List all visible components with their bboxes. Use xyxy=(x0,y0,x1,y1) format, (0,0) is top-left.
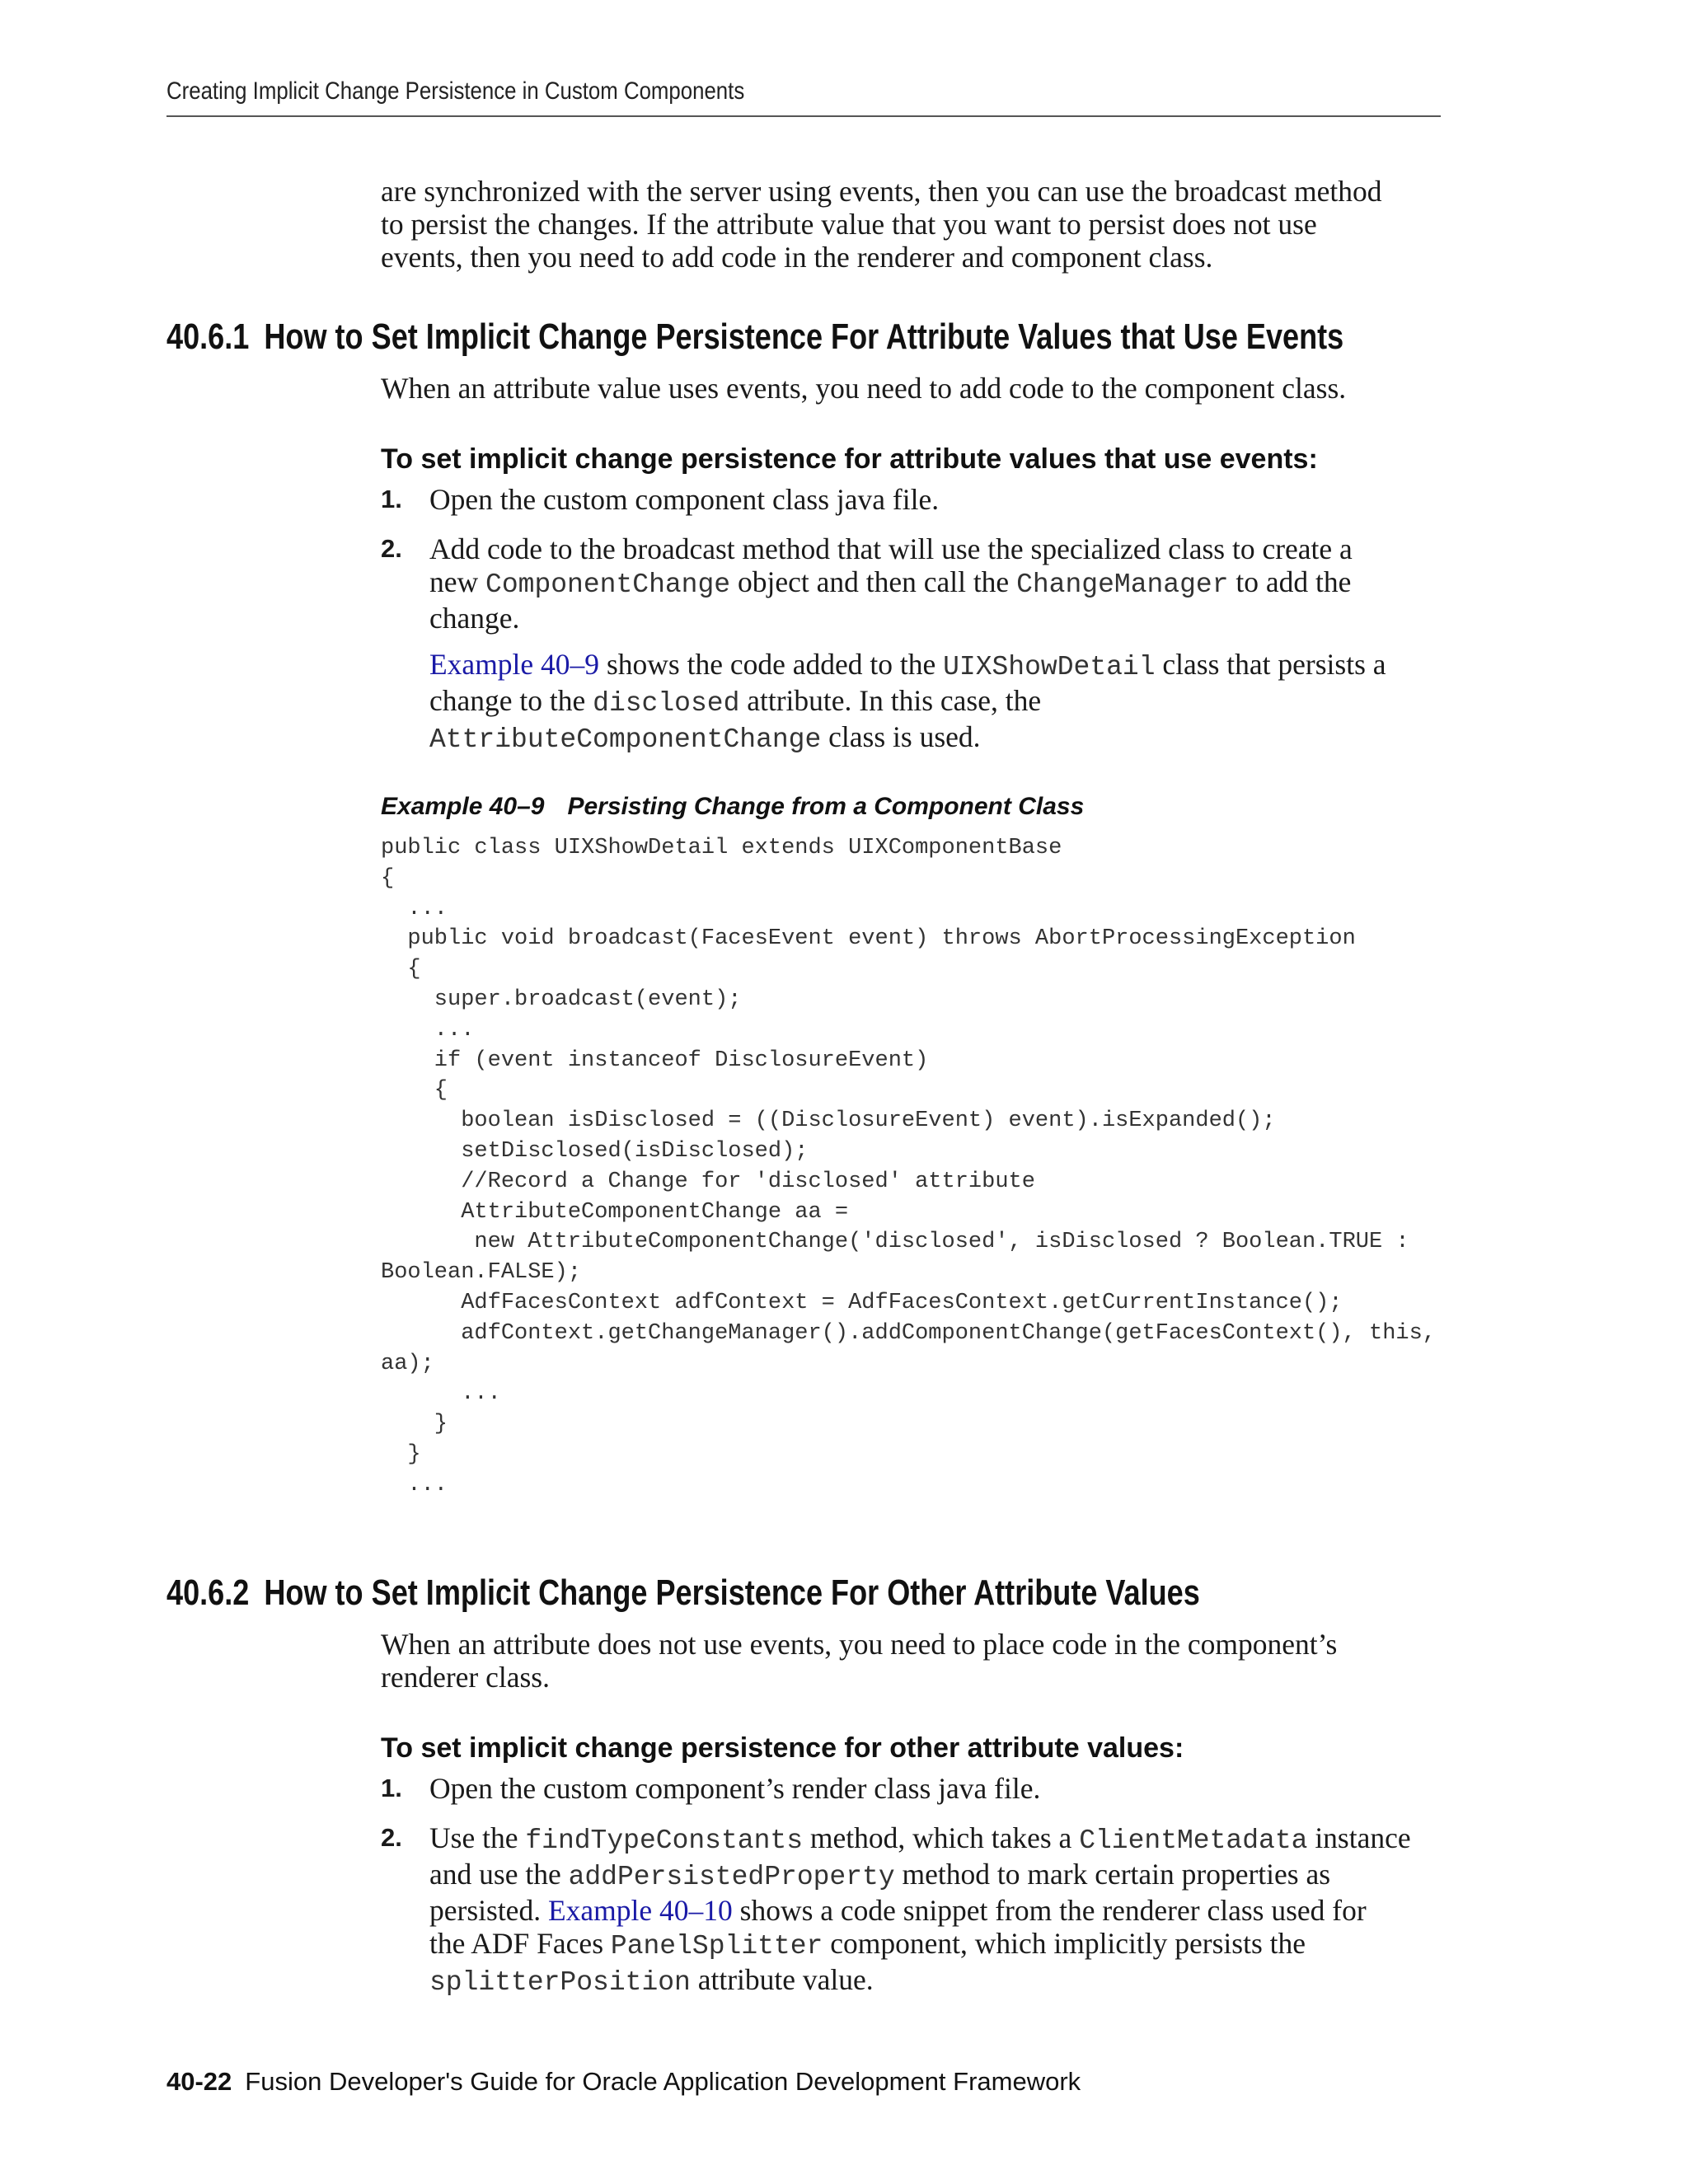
step-line xyxy=(429,1963,1411,1999)
example-label: Example 40–9 xyxy=(381,793,545,820)
code-line: Boolean.FALSE); xyxy=(381,1260,582,1286)
section-title: How to Set Implicit Change Persistence For Attribute Values that Use Events xyxy=(264,316,1344,357)
inline-code: UIXShowDetail xyxy=(943,652,1156,682)
text-run: the ADF Faces xyxy=(429,1927,611,1960)
text-run: attribute value. xyxy=(690,1963,874,1996)
code-line: ... xyxy=(381,896,448,921)
text-run: class that persists a xyxy=(1155,648,1386,681)
example-40-9-link[interactable]: Example 40–9 xyxy=(429,648,600,681)
step-note xyxy=(429,648,1386,757)
step-text: Open the custom component’s render class java file. xyxy=(429,1772,1041,1805)
section-heading-40-6-2 xyxy=(166,1572,1200,1614)
description-line: renderer class. xyxy=(381,1661,550,1694)
code-line: aa); xyxy=(381,1351,434,1376)
code-line: AttributeComponentChange aa = xyxy=(381,1199,849,1225)
code-line: AdfFacesContext adfContext = AdfFacesContext.getCurrentInstance(); xyxy=(381,1290,1343,1315)
intro-line: events, then you need to add code in the renderer and component class. xyxy=(381,241,1213,274)
step-line xyxy=(429,565,1353,602)
inline-code: ClientMetadata xyxy=(1079,1825,1308,1856)
inline-code: AttributeComponentChange xyxy=(429,724,822,755)
code-line: public void broadcast(FacesEvent event) throws AbortProcessingException xyxy=(381,926,1356,952)
code-line: } xyxy=(381,1441,421,1467)
section-title: How to Set Implicit Change Persistence For Other Attribute Values xyxy=(264,1572,1200,1613)
text-run: shows a code snippet from the renderer class used for xyxy=(732,1894,1367,1927)
step-line xyxy=(429,1858,1411,1894)
text-run: change to the xyxy=(429,684,593,717)
text-run: class is used. xyxy=(821,720,981,753)
text-run: attribute. In this case, the xyxy=(739,684,1042,717)
code-line: adfContext.getChangeManager().addComponentChange(getFacesContext(), this, xyxy=(381,1320,1437,1346)
step-number: 2. xyxy=(381,1823,402,1852)
step-text xyxy=(429,1821,1411,1999)
example-title xyxy=(381,793,1084,821)
inline-code: ChangeManager xyxy=(1016,569,1229,600)
step-number: 2. xyxy=(381,534,402,563)
step-number: 1. xyxy=(381,1774,402,1802)
inline-code: PanelSplitter xyxy=(610,1931,823,1961)
text-run: object and then call the xyxy=(730,565,1017,598)
example-40-10-link[interactable]: Example 40–10 xyxy=(547,1894,733,1927)
text-run: component, which implicitly persists the xyxy=(823,1927,1306,1960)
code-line: } xyxy=(381,1412,448,1437)
inline-code: splitterPosition xyxy=(429,1967,691,1998)
page-number: 40-22 xyxy=(166,2067,232,2096)
section-number: 40.6.2 xyxy=(166,1572,250,1613)
book-title: Fusion Developer's Guide for Oracle Application Development Framework xyxy=(245,2067,1081,2096)
page-footer xyxy=(166,2067,1081,2097)
code-line: setDisclosed(isDisclosed); xyxy=(381,1138,809,1164)
inline-code: addPersistedProperty xyxy=(568,1862,895,1892)
text-run: and use the xyxy=(429,1858,569,1891)
step-line xyxy=(429,720,1386,757)
step-line xyxy=(429,1894,1411,1927)
text-run: Use the xyxy=(429,1821,526,1854)
text-run: new xyxy=(429,565,486,598)
section-heading-40-6-1 xyxy=(166,316,1343,358)
section2-description xyxy=(381,1628,1337,1694)
code-line: new AttributeComponentChange('disclosed', isDisclosed ? Boolean.TRUE : xyxy=(381,1230,1409,1255)
step-line xyxy=(429,1821,1411,1858)
code-line: ... xyxy=(381,1381,501,1407)
text-run: instance xyxy=(1307,1821,1411,1854)
inline-code: disclosed xyxy=(593,688,740,719)
code-line: //Record a Change for 'disclosed' attribute xyxy=(381,1169,1035,1194)
example-caption: Persisting Change from a Component Class xyxy=(567,793,1085,820)
section1-description: When an attribute value uses events, you need to add code to the component class. xyxy=(381,372,1347,405)
procedure-title: To set implicit change persistence for other attribute values: xyxy=(381,1732,1184,1764)
code-line: ... xyxy=(381,1472,448,1497)
step-line xyxy=(429,648,1386,684)
step-text: Open the custom component class java file. xyxy=(429,483,940,516)
code-line: { xyxy=(381,865,395,891)
step-text xyxy=(429,532,1353,635)
step-line xyxy=(429,684,1386,720)
inline-code: ComponentChange xyxy=(485,569,731,600)
step-line: Add code to the broadcast method that will use the specialized class to create a xyxy=(429,532,1353,565)
code-line: if (event instanceof DisclosureEvent) xyxy=(381,1047,929,1073)
code-line: { xyxy=(381,957,421,982)
step-number: 1. xyxy=(381,485,402,513)
text-run: shows the code added to the xyxy=(599,648,944,681)
code-line: { xyxy=(381,1078,448,1104)
step-line: change. xyxy=(429,602,520,635)
code-example xyxy=(381,833,1436,1501)
intro-line: to persist the changes. If the attribute value that you want to persist does not use xyxy=(381,208,1317,241)
code-line: super.broadcast(event); xyxy=(381,987,742,1012)
code-line: public class UIXShowDetail extends UIXComponentBase xyxy=(381,836,1062,860)
text-run: persisted. xyxy=(429,1894,548,1927)
procedure-title: To set implicit change persistence for attribute values that use events: xyxy=(381,443,1318,475)
text-run: method to mark certain properties as xyxy=(894,1858,1331,1891)
code-line: ... xyxy=(381,1017,475,1043)
intro-line: are synchronized with the server using events, then you can use the broadcast method xyxy=(381,175,1382,208)
inline-code: findTypeConstants xyxy=(525,1825,803,1856)
text-run: method, which takes a xyxy=(803,1821,1080,1854)
header-divider xyxy=(166,115,1441,117)
description-line: When an attribute does not use events, you need to place code in the component’s xyxy=(381,1628,1338,1661)
step-line xyxy=(429,1927,1411,1963)
code-line: boolean isDisclosed = ((DisclosureEvent) event).isExpanded(); xyxy=(381,1108,1276,1134)
section-number: 40.6.1 xyxy=(166,316,250,357)
running-header: Creating Implicit Change Persistence in Custom Components xyxy=(166,77,745,105)
text-run: to add the xyxy=(1228,565,1352,598)
intro-paragraph xyxy=(381,175,1382,274)
